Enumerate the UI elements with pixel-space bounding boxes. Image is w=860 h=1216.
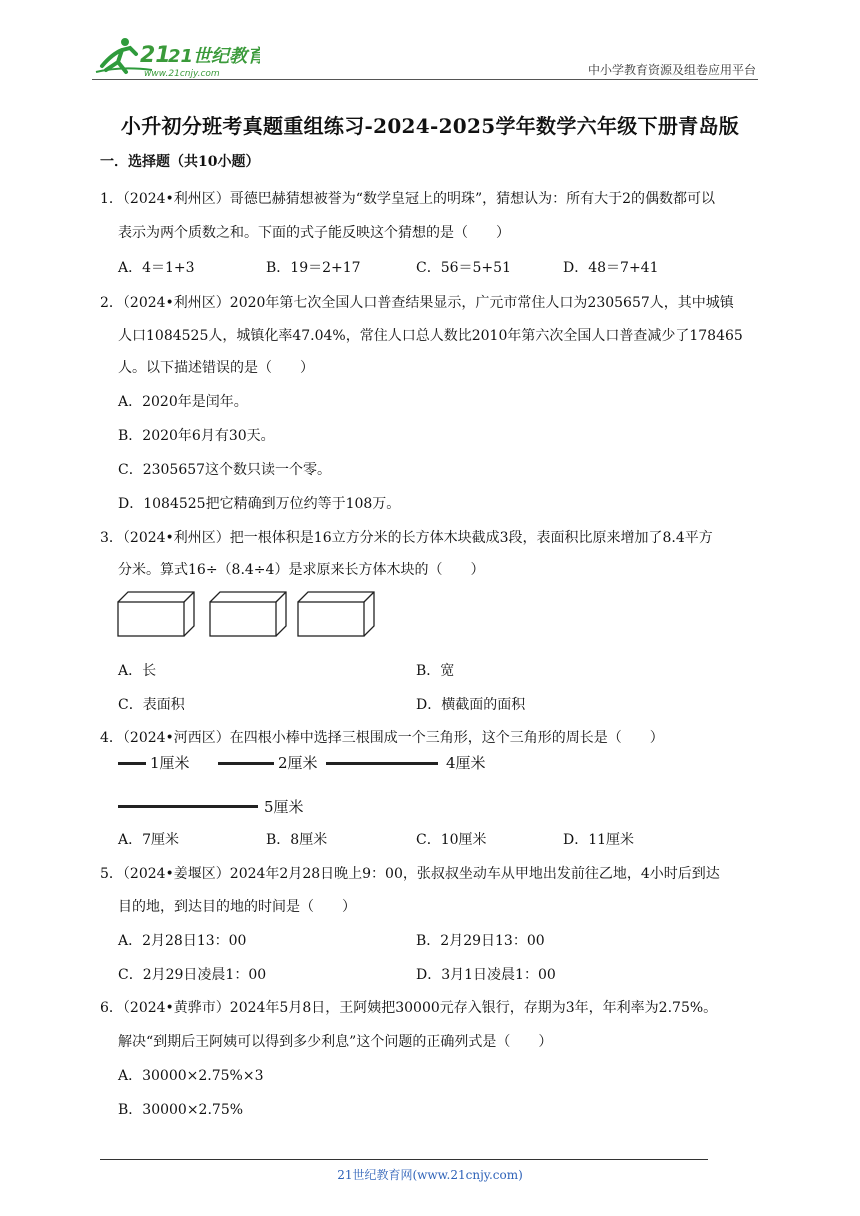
q5-option-b: B．2月29日13：00 (416, 933, 545, 949)
cuboid-piece-1 (118, 592, 194, 636)
q3-option-c: C．表面积 (118, 697, 185, 713)
q2-line2: 人口1084525人，城镇化率47.04%，常住人口总人数比2010年第六次全国人口普查减少了178465 (118, 328, 743, 344)
q6-line2: 解决“到期后王阿姨可以得到多少利息”这个问题的正确列式是（ ） (118, 1034, 553, 1050)
header-divider (92, 79, 758, 80)
q5-line2: 目的地，到达目的地的时间是（ ） (118, 899, 356, 915)
q1-option-c: C．56＝5+51 (416, 260, 511, 276)
footer-link[interactable]: 21世纪教育网(www.21cnjy.com) (337, 1168, 523, 1182)
svg-text:21: 21 (140, 43, 171, 68)
cuboid-piece-3 (298, 592, 374, 636)
stick-5cm-label: 5厘米 (264, 798, 304, 816)
q5-option-a: A．2月28日13：00 (118, 933, 247, 949)
cuboid-piece-2 (210, 592, 286, 636)
q3-option-a: A．长 (118, 663, 157, 679)
q5-option-c: C．2月29日凌晨1：00 (118, 967, 267, 983)
q4-option-d: D．11厘米 (563, 832, 635, 848)
q5-line1: 5．（2024•姜堰区）2024年2月28日晚上9：00，张叔叔坐动车从甲地出发前往乙地，4小时后到达 (100, 866, 720, 882)
stick-4cm (326, 762, 438, 765)
q6-option-a: A．30000×2.75%×3 (118, 1068, 264, 1084)
q1-line2: 表示为两个质数之和。下面的式子能反映这个猜想的是（ ） (118, 225, 510, 241)
page-title: 小升初分班考真题重组练习-2024-2025学年数学六年级下册青岛版 (120, 114, 740, 138)
q3-option-d: D．横截面的面积 (416, 697, 526, 713)
q3-line1: 3．（2024•利州区）把一根体积是16立方分米的长方体木块截成3段，表面积比原来增加了8.4平方 (100, 530, 713, 546)
svg-text:21世纪教育: 21世纪教育 (168, 46, 260, 67)
cuboid-pieces-figure (116, 590, 378, 644)
q1-option-a: A．4＝1+3 (118, 260, 195, 276)
q6-option-b: B．30000×2.75% (118, 1102, 244, 1118)
q1-option-b: B．19＝2+17 (266, 260, 361, 276)
stick-2cm-label: 2厘米 (278, 754, 318, 772)
q4-line1: 4．（2024•河西区）在四根小棒中选择三根围成一个三角形，这个三角形的周长是（ ） (100, 730, 664, 746)
q2-option-a: A．2020年是闰年。 (118, 394, 248, 410)
q2-option-c: C．2305657这个数只读一个零。 (118, 462, 332, 478)
q3-line2: 分米。算式16÷（8.4÷4）是求原来长方体木块的（ ） (118, 562, 485, 578)
stick-1cm-label: 1厘米 (150, 754, 190, 772)
stick-4cm-label: 4厘米 (446, 754, 486, 772)
q2-line3: 人。以下描述错误的是（ ） (118, 360, 314, 376)
q1-line1: 1．（2024•利州区）哥德巴赫猜想被誉为“数学皇冠上的明珠”，猜想认为：所有大于2的偶数都可以 (100, 191, 716, 207)
header-platform-text: 中小学教育资源及组卷应用平台 (587, 63, 756, 77)
stick-5cm (118, 805, 258, 808)
q1-option-d: D．48＝7+41 (563, 260, 659, 276)
q3-option-b: B．宽 (416, 663, 455, 679)
site-logo (92, 36, 260, 80)
svg-text:www.21cnjy.com: www.21cnjy.com (144, 69, 220, 79)
q5-option-d: D．3月1日凌晨1：00 (416, 967, 556, 983)
section-heading: 一．选择题（共10小题） (100, 154, 260, 170)
stick-2cm (218, 762, 274, 765)
stick-1cm (118, 762, 146, 765)
q4-option-a: A．7厘米 (118, 832, 180, 848)
q2-option-d: D．1084525把它精确到万位约等于108万。 (118, 496, 401, 512)
q4-option-c: C．10厘米 (416, 832, 487, 848)
q2-line1: 2．（2024•利州区）2020年第七次全国人口普查结果显示，广元市常住人口为2305657人，其中城镇 (100, 295, 734, 311)
footer-divider (100, 1159, 708, 1160)
q6-line1: 6．（2024•黄骅市）2024年5月8日，王阿姨把30000元存入银行，存期为3年，年利率为2.75%。 (100, 1000, 718, 1016)
q4-option-b: B．8厘米 (266, 832, 328, 848)
q2-option-b: B．2020年6月有30天。 (118, 428, 275, 444)
